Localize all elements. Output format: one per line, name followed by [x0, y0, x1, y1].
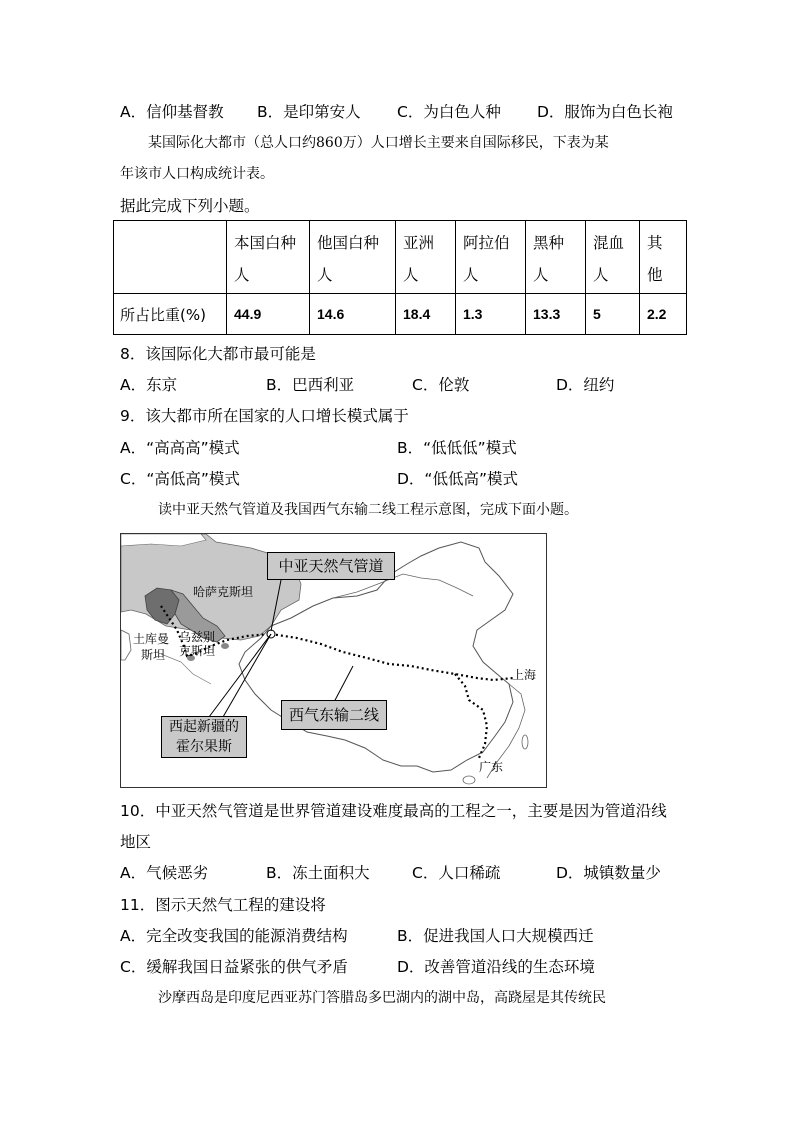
q11-option-b: B．促进我国人口大规模西迁 [397, 927, 594, 945]
table-header-cell: 阿拉伯 人 [456, 221, 526, 294]
label-turkmenistan-1: 土库曼 [133, 632, 170, 646]
q7-option-c: C．为白色人种 [397, 103, 501, 121]
table-cell: 18.4 [396, 294, 456, 335]
q9-option-c: C．“高低高”模式 [120, 470, 240, 488]
label-uzbekistan-2: 克斯坦 [179, 644, 216, 658]
table-cell: 1.3 [456, 294, 526, 335]
south-border [161, 654, 211, 684]
callout-horgos-line1: 西起新疆的 [169, 719, 239, 735]
table-header-row [114, 221, 687, 294]
q9-option-b: B．“低低低”模式 [397, 439, 517, 457]
table-cell: 14.6 [310, 294, 396, 335]
q9-option-d: D．“低低高”模式 [397, 470, 518, 488]
callout-central-asia-pipeline: 中亚天然气管道 [267, 552, 395, 580]
caspian-sea [121, 630, 131, 660]
label-shanghai: 上海 [512, 668, 537, 682]
q8-option-c: C．伦敦 [412, 376, 470, 394]
q9-stem: 9．该大都市所在国家的人口增长模式属于 [120, 407, 409, 425]
table-corner-cell [114, 221, 227, 294]
q10-option-a: A．气候恶劣 [120, 864, 209, 882]
q7-option-b: B．是印第安人 [257, 103, 361, 121]
intro1-line2: 年该市人口构成统计表。 [120, 166, 274, 182]
label-guangdong: 广东 [479, 760, 504, 774]
table-header-cell: 其 他 [640, 221, 687, 294]
label-turkmenistan-2: 斯坦 [141, 648, 166, 662]
lake-2 [221, 643, 229, 649]
q8-stem: 8．该国际化大都市最可能是 [120, 345, 316, 363]
taiwan [522, 735, 528, 749]
hainan [463, 776, 475, 784]
q10-option-d: D．城镇数量少 [556, 864, 661, 882]
table-header-cell: 黑种 人 [526, 221, 586, 294]
q10-option-b: B．冻土面积大 [266, 864, 370, 882]
label-kazakhstan: 哈萨克斯坦 [193, 585, 254, 599]
q8-option-b: B．巴西利亚 [266, 376, 355, 394]
table-cell: 44.9 [227, 294, 310, 335]
intro1-line1: 某国际化大都市（总人口约860万）人口增长主要来自国际移民，下表为某 [148, 135, 609, 151]
q8-option-d: D．纽约 [556, 376, 615, 394]
population-table [113, 220, 687, 335]
table-header-cell: 混血 人 [586, 221, 640, 294]
label-uzbekistan-1: 乌兹别 [179, 630, 216, 644]
instruction1: 据此完成下列小题。 [120, 197, 260, 215]
q10-stem-line1: 10．中亚天然气管道是世界管道建设难度最高的工程之一，主要是因为管道沿线 [120, 802, 667, 820]
table-row-label: 所占比重(%) [114, 294, 227, 335]
table-header-cell: 亚洲 人 [396, 221, 456, 294]
q11-option-c: C．缓解我国日益紧张的供气矛盾 [120, 958, 348, 976]
intro3: 沙摩西岛是印度尼西亚苏门答腊岛多巴湖内的湖中岛，高跷屋是其传统民 [158, 990, 606, 1006]
q11-option-a: A．完全改变我国的能源消费结构 [120, 927, 348, 945]
table-header-cell: 本国白种 人 [227, 221, 310, 294]
table-cell: 13.3 [526, 294, 586, 335]
table-header-cell: 他国白种 人 [310, 221, 396, 294]
q10-stem-line2: 地区 [120, 833, 152, 851]
q7-option-d: D．服饰为白色长袍 [537, 103, 673, 121]
callout-west-east-line: 西气东输二线 [281, 700, 387, 730]
q10-option-c: C．人口稀疏 [412, 864, 501, 882]
callout-horgos-line2: 霍尔果斯 [176, 739, 232, 755]
q11-stem: 11．图示天然气工程的建设将 [120, 896, 326, 914]
q7-option-a: A．信仰基督教 [120, 103, 224, 121]
table-cell: 2.2 [640, 294, 687, 335]
q9-option-a: A．“高高高”模式 [120, 439, 240, 457]
table-cell: 5 [586, 294, 640, 335]
q11-option-d: D．改善管道沿线的生态环境 [397, 958, 595, 976]
pipeline-map [120, 533, 547, 788]
table-row [114, 294, 687, 335]
callout-horgos [161, 716, 247, 758]
q8-option-a: A．东京 [120, 376, 178, 394]
intro2: 读中亚天然气管道及我国西气东输二线工程示意图，完成下面小题。 [158, 502, 578, 518]
